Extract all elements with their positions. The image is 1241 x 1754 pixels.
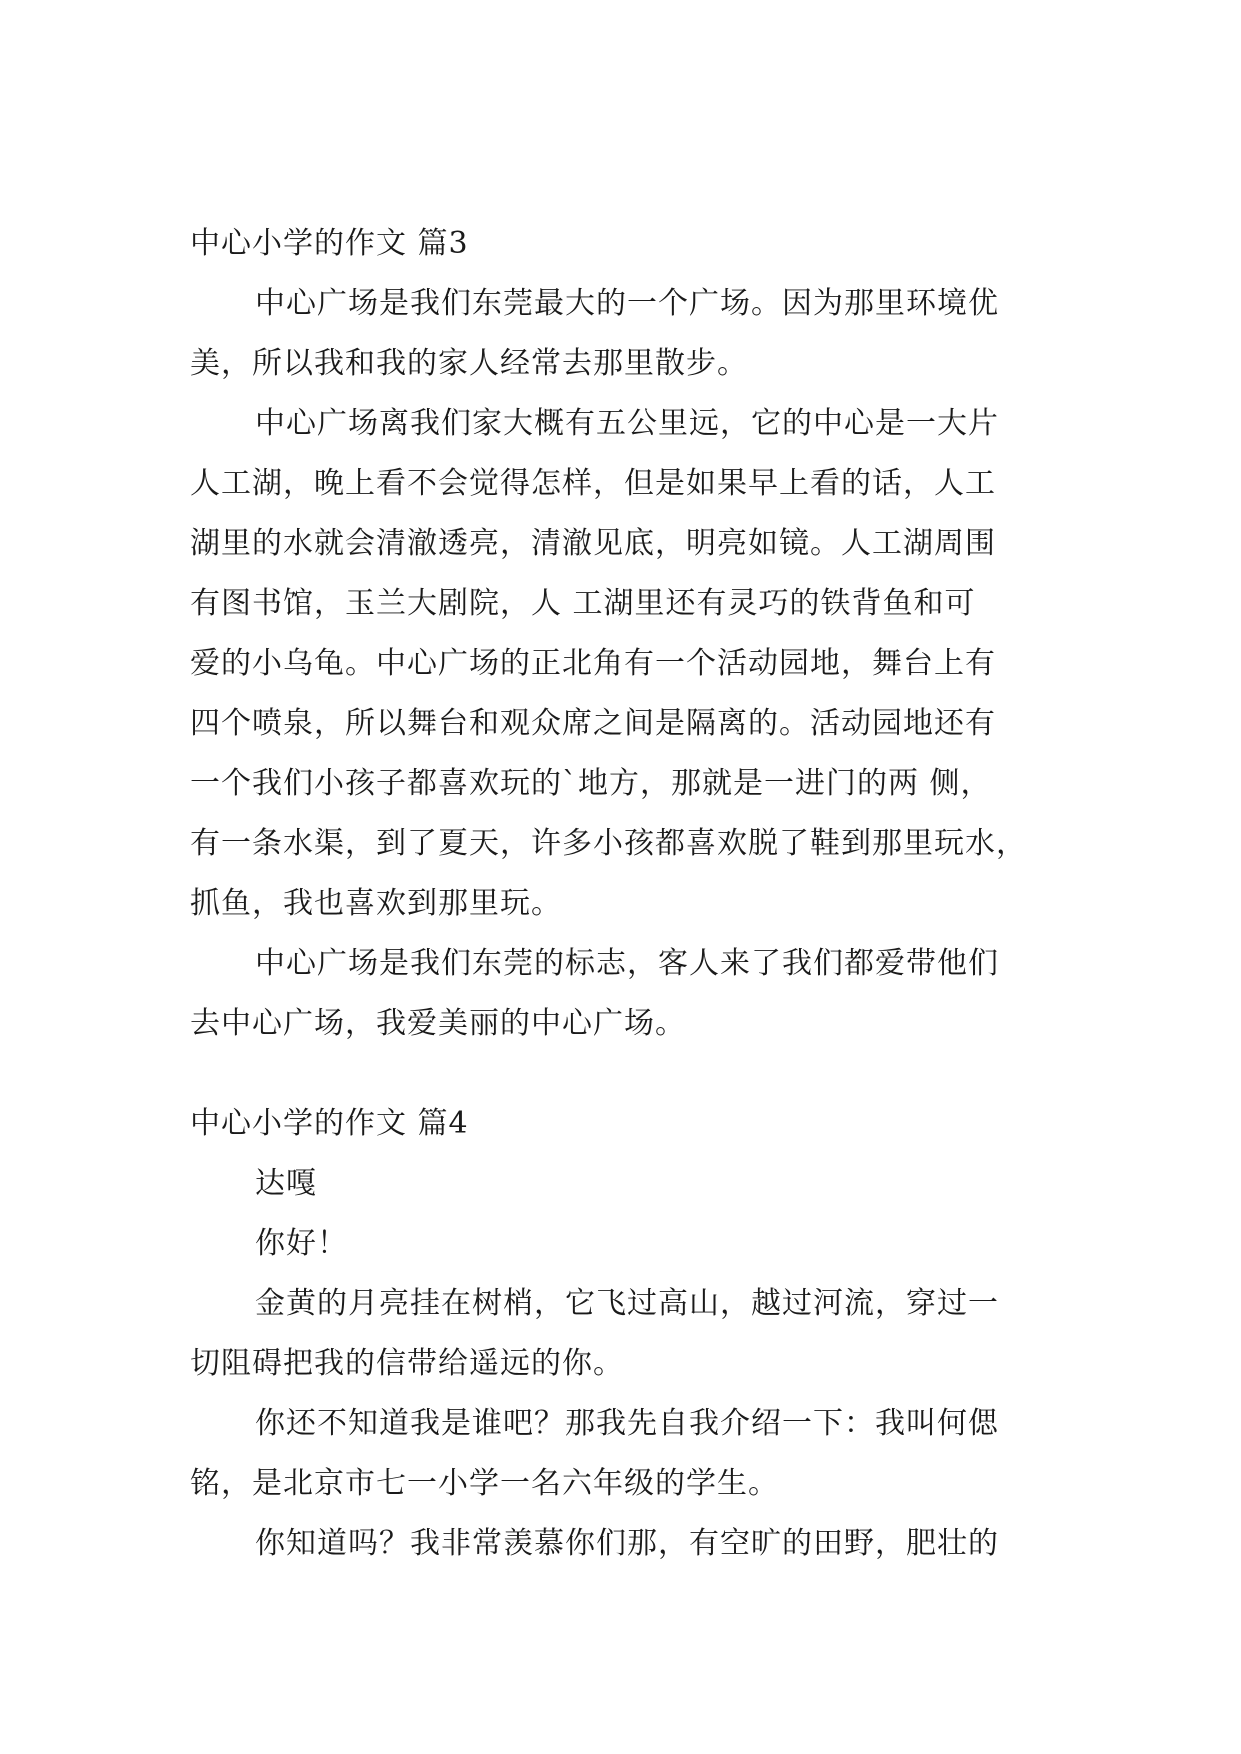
- paragraph-line: 铭，是北京市七一小学一名六年级的学生。: [190, 1466, 779, 1501]
- section-3-heading: 中心小学的作文 篇3: [190, 226, 469, 261]
- paragraph-line: 四个喷泉，所以舞台和观众席之间是隔离的。活动园地还有: [190, 706, 996, 741]
- paragraph-line: 你知道吗？我非常羡慕你们那，有空旷的田野，肥壮的: [255, 1526, 999, 1561]
- paragraph-line: 有一条水渠，到了夏天，许多小孩都喜欢脱了鞋到那里玩水，: [190, 826, 1027, 861]
- paragraph-line: 切阻碍把我的信带给遥远的你。: [190, 1346, 624, 1381]
- paragraph-line: 中心广场是我们东莞最大的一个广场。因为那里环境优: [255, 286, 999, 321]
- paragraph-line: 你好！: [255, 1226, 348, 1261]
- paragraph-line: 你还不知道我是谁吧？那我先自我介绍一下：我叫何偲: [255, 1406, 999, 1441]
- paragraph-line: 一个我们小孩子都喜欢玩的`地方，那就是一进门的两 侧，: [190, 766, 992, 801]
- paragraph-line: 人工湖，晚上看不会觉得怎样，但是如果早上看的话，人工: [190, 466, 996, 501]
- paragraph-line: 去中心广场，我爱美丽的中心广场。: [190, 1006, 686, 1041]
- paragraph-line: 金黄的月亮挂在树梢，它飞过高山，越过河流，穿过一: [255, 1286, 999, 1321]
- section-4-heading: 中心小学的作文 篇4: [190, 1106, 469, 1141]
- paragraph-line: 有图书馆，玉兰大剧院，人 工湖里还有灵巧的铁背鱼和可: [190, 586, 976, 621]
- paragraph-line: 抓鱼，我也喜欢到那里玩。: [190, 886, 562, 921]
- paragraph-line: 美，所以我和我的家人经常去那里散步。: [190, 346, 748, 381]
- paragraph-line: 中心广场离我们家大概有五公里远，它的中心是一大片: [255, 406, 999, 441]
- paragraph-line: 湖里的水就会清澈透亮，清澈见底，明亮如镜。人工湖周围: [190, 526, 996, 561]
- paragraph-line: 达嘎: [255, 1166, 317, 1201]
- paragraph-line: 爱的小乌龟。中心广场的正北角有一个活动园地，舞台上有: [190, 646, 996, 681]
- paragraph-line: 中心广场是我们东莞的标志，客人来了我们都爱带他们: [255, 946, 999, 981]
